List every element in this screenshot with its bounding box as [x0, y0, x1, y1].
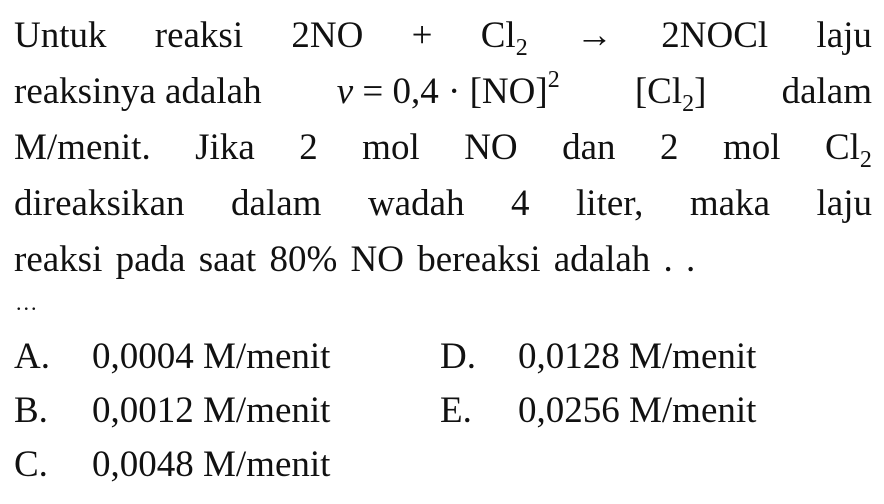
rate-symbol: v — [336, 71, 354, 112]
arrow: → — [575, 15, 613, 56]
equation-part: ] — [694, 71, 707, 112]
word: maka — [689, 183, 771, 224]
option-letter: E. — [440, 390, 472, 431]
option-value: 0,0256 M/menit — [518, 390, 757, 431]
subscript: 2 — [682, 91, 695, 117]
question-text — [14, 8, 872, 288]
word: direaksikan — [14, 183, 185, 224]
option-letter: A. — [14, 336, 50, 377]
word: 2NOCl — [661, 15, 769, 56]
question-line-2 — [14, 64, 872, 120]
word: Untuk — [14, 15, 107, 56]
chlorine-symbol: Cl — [480, 15, 516, 56]
question-line-3 — [14, 120, 872, 176]
word: reaksi — [154, 15, 244, 56]
option-value: 0,0128 M/menit — [518, 336, 757, 377]
equation-part: = 0,4 · [NO] — [362, 71, 548, 112]
word: laju — [816, 183, 872, 224]
word: mol — [362, 127, 420, 168]
option-value: 0,0012 M/menit — [92, 390, 331, 431]
word: Jika — [195, 127, 255, 168]
rate-equation — [337, 64, 560, 120]
chlorine-symbol: Cl — [824, 127, 860, 168]
text-segment: reaksinya adalah — [14, 71, 262, 112]
plus-sign: + — [411, 15, 433, 56]
option-value: 0,0004 M/menit — [92, 336, 331, 377]
word: NO — [464, 127, 518, 168]
word: 2NO — [291, 15, 364, 56]
question-line-5: reaksi pada saat 80% NO bereaksi adalah . . — [14, 239, 696, 280]
superscript: 2 — [547, 67, 560, 93]
word: dan — [562, 127, 616, 168]
option-letter: C. — [14, 444, 48, 485]
word: mol — [722, 127, 781, 168]
option-d[interactable] — [440, 330, 756, 384]
word: laju — [816, 15, 872, 56]
option-a[interactable] — [14, 330, 330, 384]
continuation-dots: ... — [16, 290, 39, 315]
word: 4 — [511, 183, 530, 224]
word: wadah — [367, 183, 465, 224]
question-line-4 — [14, 176, 872, 232]
option-c[interactable] — [14, 438, 330, 492]
option-e[interactable] — [440, 384, 756, 438]
option-letter: D. — [440, 336, 476, 377]
question-line-1 — [14, 8, 872, 64]
option-letter: B. — [14, 390, 48, 431]
chlorine-formula — [825, 120, 872, 176]
word: liter, — [576, 183, 644, 224]
subscript: 2 — [515, 35, 528, 61]
option-b[interactable] — [14, 384, 330, 438]
word: 2 — [659, 127, 679, 168]
option-value: 0,0048 M/menit — [92, 444, 331, 485]
equation-part: [Cl — [634, 71, 683, 112]
word: dalam — [781, 71, 872, 112]
chlorine-concentration — [635, 64, 707, 120]
word: M/menit. — [14, 127, 151, 168]
word: dalam — [231, 183, 322, 224]
subscript: 2 — [859, 147, 872, 173]
chlorine-formula — [481, 8, 528, 64]
word: 2 — [299, 127, 318, 168]
